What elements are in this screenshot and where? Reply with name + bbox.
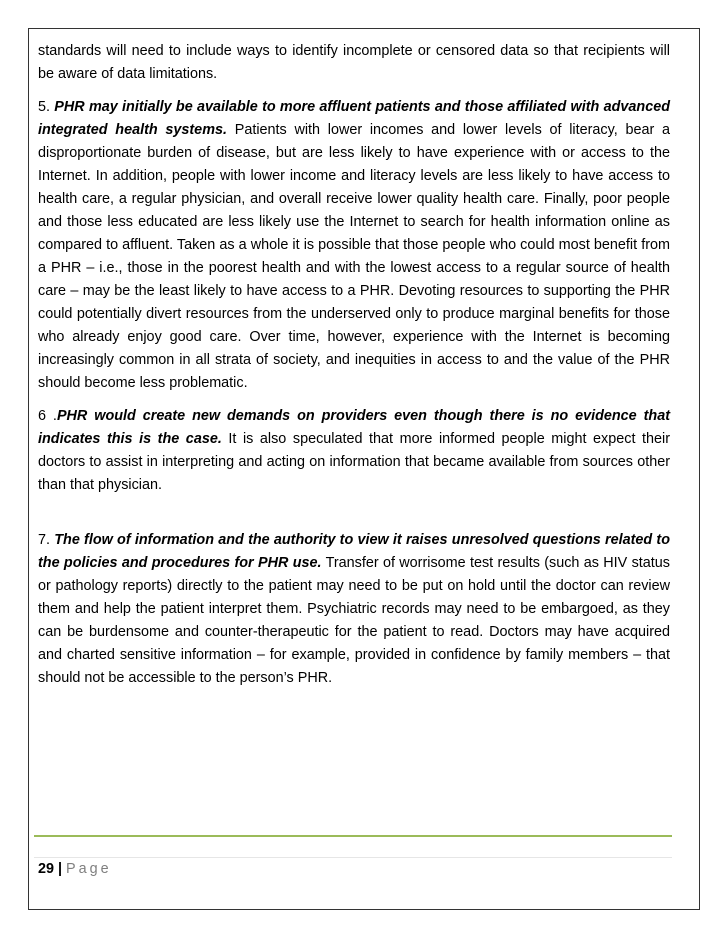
page-label: Page bbox=[66, 861, 112, 877]
paragraph-body: Patients with lower incomes and lower levels of literacy, bear a disproportionate burden of disease, but are less likely to have experience with or access to the Internet. In addition, people with lower income and literacy levels are less likely to have access to health care, a regular physician, and overall receive lower quality health care. Finally, poor people and those less educated are less likely use the Internet to search for health information online as compared to affluent. Taken as a whole it is possible that those people who could most benefit from a PHR – i.e., those in the poorest health and with the lowest access to a regular source of health care – may be the least likely to have access to a PHR. Devoting resources to supporting the PHR could potentially divert resources from the underserved only to produce marginal benefits for those who already enjoy good care. Over time, however, experience with the Internet is becoming increasingly common in all strata of society, and inequities in access to and the value of the PHR should become less problematic. bbox=[38, 122, 670, 391]
paragraph-item-5 bbox=[38, 96, 670, 395]
paragraph-body: standards will need to include ways to identify incomplete or censored data so that recipients will be aware of data limitations. bbox=[38, 43, 670, 82]
paragraph-body: Transfer of worrisome test results (such as HIV status or pathology reports) directly to the patient may need to be put on hold until the doctor can review them and help the patient interpret them. Psychiatric records may need to be embargoed, as they can be burdensome and counter-therapeutic for the patient to read. Doctors may have acquired and charted sensitive information – for example, provided in confidence by family members – that should not be accessible to the person’s PHR. bbox=[38, 555, 670, 686]
item-heading: The flow of information and the authority to view it raises unresolved questions related to the policies and procedures for PHR use. bbox=[38, 532, 670, 571]
paragraph-body: It is also speculated that more informed people might expect their doctors to assist in interpreting and acting on information that became available from sources other than that physician. bbox=[38, 431, 670, 493]
paragraph-continuation bbox=[38, 40, 670, 86]
item-number: 5. bbox=[38, 99, 55, 115]
paragraph-item-7 bbox=[38, 529, 670, 690]
item-heading: PHR would create new demands on providers even though there is no evidence that indicates this is the case. bbox=[38, 408, 670, 447]
paragraph-item-6 bbox=[38, 405, 670, 497]
item-number: 6 . bbox=[38, 408, 57, 424]
item-number: 7. bbox=[38, 532, 55, 548]
footer-divider bbox=[34, 835, 672, 837]
footer-divider-thin bbox=[34, 857, 672, 858]
page-footer bbox=[38, 859, 112, 879]
page-number: 29 bbox=[38, 861, 55, 877]
document-body bbox=[38, 40, 670, 700]
item-heading: PHR may initially be available to more affluent patients and those affiliated with advanced integrated health systems. bbox=[38, 99, 671, 138]
footer-separator: | bbox=[58, 861, 63, 877]
